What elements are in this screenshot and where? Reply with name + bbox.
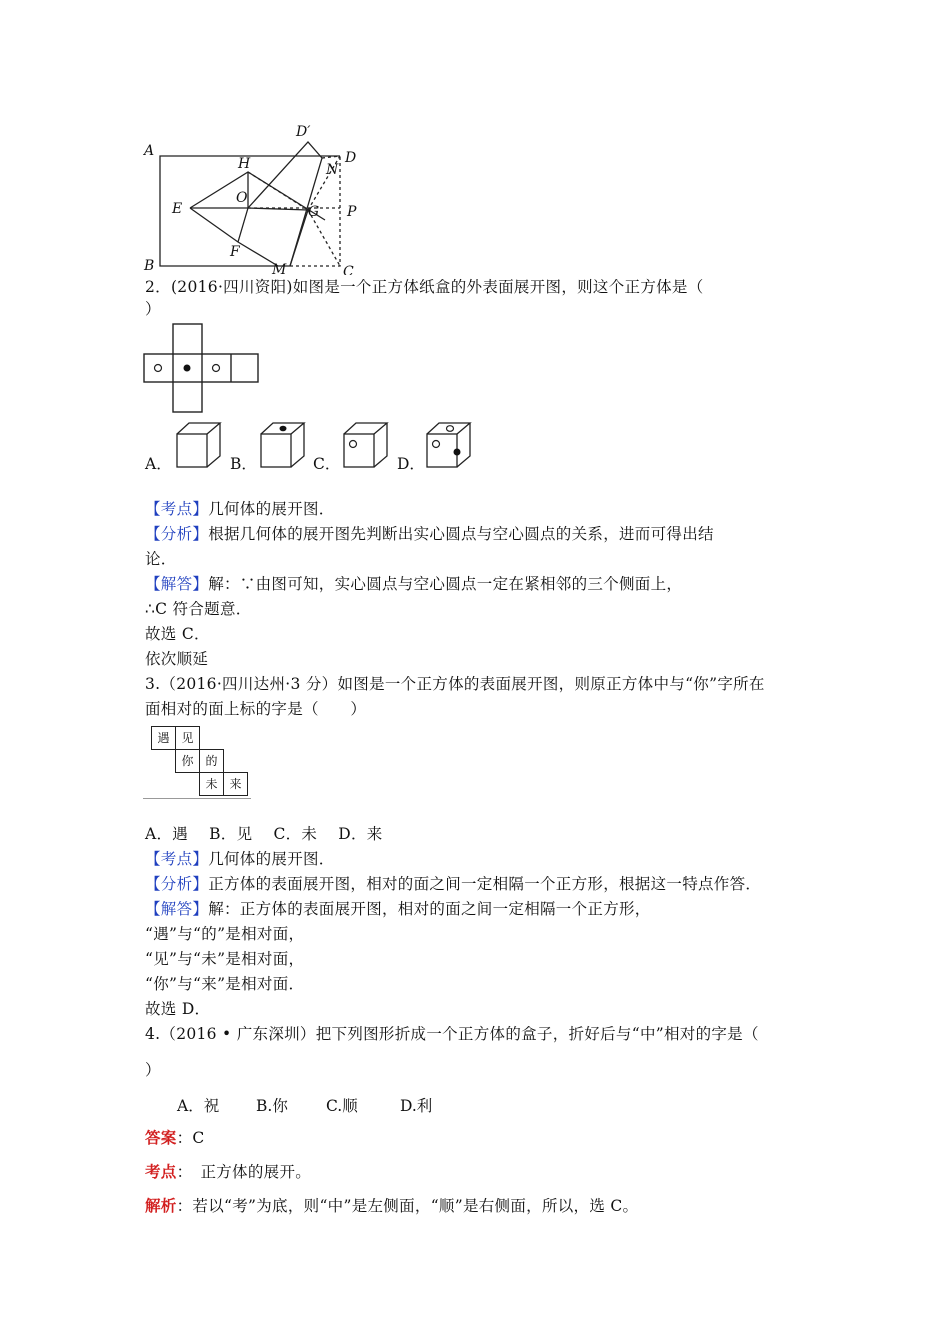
q2-stem: 2．(2016·四川资阳)如图是一个正方体纸盒的外表面展开图，则这个正方体是（	[145, 278, 704, 296]
q3-stem-cont: 面相对的面上标的字是（ ）	[145, 700, 367, 718]
label-N: N	[326, 162, 339, 178]
solid-dot-icon	[184, 365, 191, 372]
q2-jieda-2: ∴C 符合题意．	[145, 600, 252, 618]
q4-option-b[interactable]: B.你	[256, 1097, 288, 1115]
q2-option-c[interactable]: C．	[313, 455, 341, 473]
hollow-dot-icon	[447, 426, 454, 432]
q2-fenxi: 【分析】根据几何体的展开图先判断出实心圆点与空心圆点的关系，进而可得出结	[145, 525, 714, 543]
label-C: C	[343, 264, 354, 275]
q2-fenxi-cont: 论．	[145, 550, 177, 568]
net-cell: 见	[175, 726, 200, 750]
label-F: F	[230, 244, 240, 260]
q2-jieda-3: 故选 C．	[145, 625, 210, 643]
cube-option-a	[174, 420, 224, 470]
solid-dot-icon	[280, 426, 287, 432]
q3-fenxi: 【分析】正方体的表面展开图，相对的面之间一定相隔一个正方形，根据这一特点作答．	[145, 875, 762, 893]
hollow-dot-icon	[155, 365, 162, 372]
q3-pair1: “遇”与“的”是相对面，	[145, 925, 305, 943]
fenxi-tag: 【分析】	[145, 525, 209, 543]
label-H: H	[238, 156, 251, 172]
jiexi-label: 解析	[145, 1196, 177, 1215]
cube-option-c	[341, 420, 391, 470]
geometry-figure	[140, 120, 365, 275]
jieda-tag: 【解答】	[145, 575, 209, 593]
q2-option-a[interactable]: A．	[145, 455, 172, 473]
kaodian-tag: 【考点】	[145, 850, 209, 868]
label-D-prime: D′	[296, 124, 311, 140]
q3-pair3: “你”与“来”是相对面．	[145, 975, 305, 993]
q2-kaodian: 【考点】几何体的展开图．	[145, 500, 335, 518]
answer-label: 答案	[145, 1128, 177, 1147]
q3-kaodian: 【考点】几何体的展开图．	[145, 850, 335, 868]
q4-kaodian: 考点： 正方体的展开。	[145, 1162, 312, 1181]
cube-option-b	[258, 420, 308, 470]
kaodian-tag: 【考点】	[145, 500, 209, 518]
net-cell: 遇	[151, 726, 176, 750]
label-M: M	[272, 262, 287, 275]
solid-dot-icon	[454, 449, 461, 456]
q2-extra: 依次顺延	[145, 650, 209, 668]
character-net	[143, 722, 253, 800]
hollow-dot-icon	[433, 441, 440, 448]
q4-stem: 4.（2016 • 广东深圳）把下列图形折成一个正方体的盒子，折好后与“中”相对的字是（	[145, 1025, 759, 1043]
hollow-dot-icon	[213, 365, 220, 372]
jieda-tag: 【解答】	[145, 900, 209, 918]
label-D: D	[345, 150, 357, 166]
q3-pair2: “见”与“未”是相对面，	[145, 950, 305, 968]
q3-jieda: 【解答】解：正方体的表面展开图，相对的面之间一定相隔一个正方形，	[145, 900, 651, 918]
q3-stem: 3.（2016·四川达州·3 分）如图是一个正方体的表面展开图，则原正方体中与“你”字所在	[145, 675, 765, 693]
q4-option-c[interactable]: C.顺	[326, 1097, 358, 1115]
q2-jieda: 【解答】解：∵由图可知，实心圆点与空心圆点一定在紧相邻的三个侧面上，	[145, 575, 683, 593]
label-B: B	[144, 258, 155, 274]
kaodian-label: 考点	[145, 1162, 177, 1181]
q2-option-b[interactable]: B．	[230, 455, 257, 473]
q4-stem-cont: ）	[145, 1061, 161, 1079]
net-cell: 来	[223, 772, 248, 796]
q4-answer: 答案：C	[145, 1128, 205, 1147]
fenxi-tag: 【分析】	[145, 875, 209, 893]
label-E: E	[172, 201, 183, 217]
q3-choice: 故选 D．	[145, 1000, 211, 1018]
net-cell: 未	[199, 772, 224, 796]
net-cell: 的	[199, 749, 224, 773]
label-A: A	[144, 143, 155, 159]
q2-option-d[interactable]: D．	[397, 455, 425, 473]
cube-option-d	[424, 420, 474, 470]
q4-jiexi: 解析：若以“考”为底，则“中”是左侧面，“顺”是右侧面，所以，选 C。	[145, 1196, 639, 1215]
cube-net-dots	[143, 322, 261, 414]
q4-option-a[interactable]: A．祝	[177, 1097, 220, 1115]
label-G: G	[308, 204, 320, 220]
label-O: O	[236, 190, 248, 206]
q3-options[interactable]: A．遇 B．见 C．未 D．来	[145, 825, 383, 843]
hollow-dot-icon	[350, 441, 357, 448]
q2-stem-cont: ）	[145, 300, 161, 318]
q4-option-d[interactable]: D.利	[400, 1097, 433, 1115]
label-P: P	[347, 204, 357, 220]
net-cell: 你	[175, 749, 200, 773]
